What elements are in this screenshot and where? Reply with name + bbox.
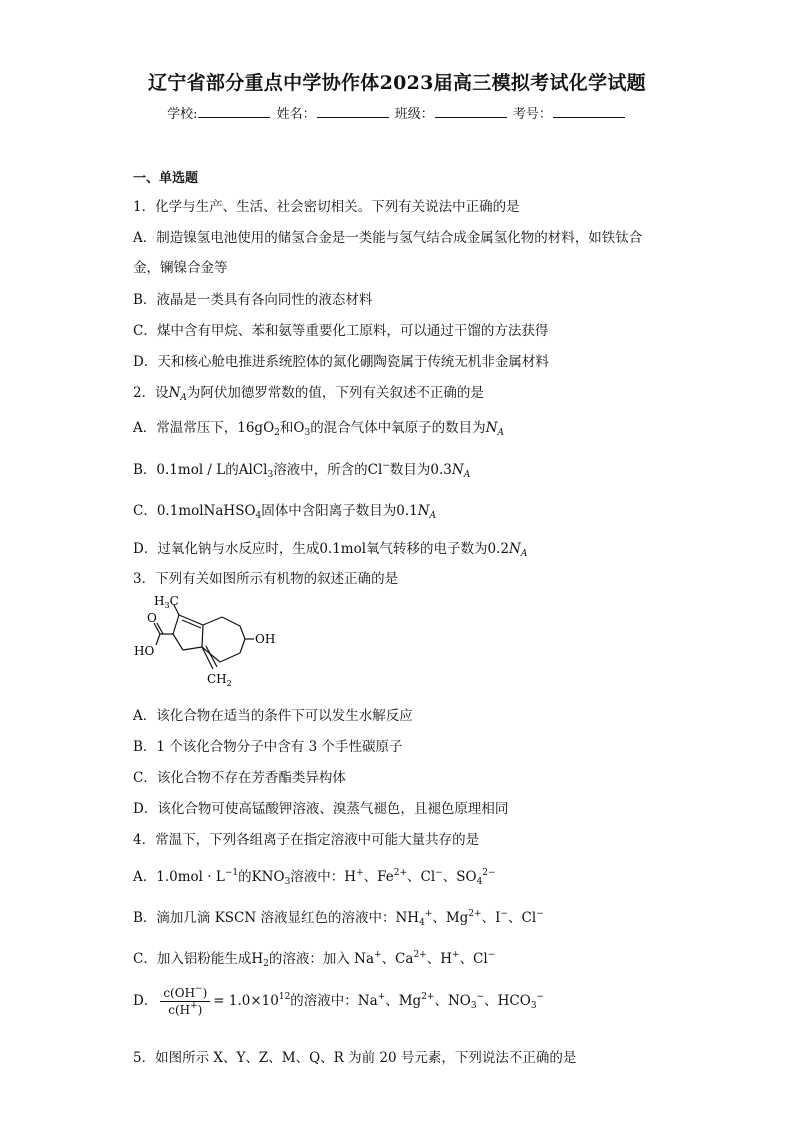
- class-blank: [435, 105, 507, 118]
- hydroxyl-oh-label: OH: [255, 632, 276, 646]
- q4-d-fraction: $\frac{c(OH^-)}{c(H^+)}$: [160, 986, 210, 1017]
- section-title: 一、单选题: [133, 171, 199, 186]
- q4-option-b: B．滴加几滴 KSCN 溶液显红色的溶液中：$NH_4^+$、$Mg^{2+}$、I−、Cl−: [133, 909, 544, 928]
- q4-stem: 4．常温下，下列各组离子在指定溶液中可能大量共存的是: [133, 832, 480, 848]
- q1-option-a-line2: 金，镧镍合金等: [133, 260, 228, 276]
- school-label: 学校:: [167, 107, 198, 122]
- q4-option-a: A．$1.0mol \cdot L^{-1}$的$KNO_3$溶液中：H+、$Fe^{2+}$、Cl−、$SO_4^{2-}$: [133, 868, 496, 887]
- hydroxyl-ho-label: HO: [134, 644, 155, 658]
- q5-stem: 5．如图所示 X、Y、Z、M、Q、R 为前 20 号元素，下列说法不正确的是: [133, 1050, 577, 1066]
- number-label: 考号：: [512, 107, 552, 122]
- q1-option-d: D．天和核心舱电推进系统腔体的氮化硼陶瓷属于传统无机非金属材料: [133, 354, 549, 370]
- student-info-row: [0, 103, 794, 122]
- q2-option-d: D．过氧化钠与水反应时，生成0.1mol氧气转移的电子数为$0.2N_A$: [133, 541, 528, 559]
- school-blank: [198, 105, 270, 118]
- exam-title: 辽宁省部分重点中学协作体2023届高三模拟考试化学试题: [148, 72, 646, 94]
- q1-option-a-line1: A．制造镍氢电池使用的储氢合金是一类能与氢气结合成金属氢化物的材料，如铁钛合: [133, 230, 643, 246]
- q2-option-b: B．0.1mol / L的AlCl$_3$溶液中，所含的Cl−数目为$0.3N_A$: [133, 461, 471, 480]
- q1-option-c: C．煤中含有甲烷、苯和氨等重要化工原料，可以通过干馏的方法获得: [133, 323, 549, 339]
- q3-option-c: C．该化合物不存在芳香酯类异构体: [133, 770, 346, 786]
- q4-option-c: C．加入铝粉能生成$H_2$的溶液：加入 Na+、$Ca^{2+}$、H+、Cl−: [133, 950, 496, 969]
- q3-structure-diagram: [130, 590, 290, 695]
- class-label: 班级：: [394, 107, 434, 122]
- q4-option-d: D． $\frac{c(OH^-)}{c(H^+)}$ = $1.0\times 10^{12}$的溶液中：Na+、$Mg^{2+}$、$NO_3^-$、$HCO_3^-$: [133, 984, 545, 1017]
- q1-option-b: B．液晶是一类具有各向同性的液态材料: [133, 292, 373, 308]
- q3-option-a: A．该化合物在适当的条件下可以发生水解反应: [133, 708, 413, 724]
- carbonyl-oxygen-label: O: [147, 611, 157, 625]
- q3-option-d: D．该化合物可使高锰酸钾溶液、溴蒸气褪色，且褪色原理相同: [133, 801, 509, 817]
- q1-stem: 1．化学与生产、生活、社会密切相关。下列有关说法中正确的是: [133, 199, 520, 215]
- q2-stem: 2．设$N_A$为阿伏加德罗常数的值，下列有关叙述不正确的是: [133, 385, 484, 403]
- methyl-label: $H_3C$: [154, 594, 179, 610]
- number-blank: [553, 105, 625, 118]
- methylene-label: $CH_2$: [207, 672, 232, 688]
- name-blank: [317, 105, 389, 118]
- q2-option-a: A．常温常压下，$16gO_2$和$O_3$的混合气体中氧原子的数目为$N_A$: [133, 420, 504, 438]
- q3-option-b: B．1 个该化合物分子中含有 3 个手性碳原子: [133, 739, 403, 755]
- q3-stem: 3．下列有关如图所示有机物的叙述正确的是: [133, 571, 399, 587]
- name-label: 姓名：: [276, 107, 316, 122]
- q2-option-c: C．0.1molNaHSO$_4$固体中含阳离子数目为$0.1N_A$: [133, 503, 437, 521]
